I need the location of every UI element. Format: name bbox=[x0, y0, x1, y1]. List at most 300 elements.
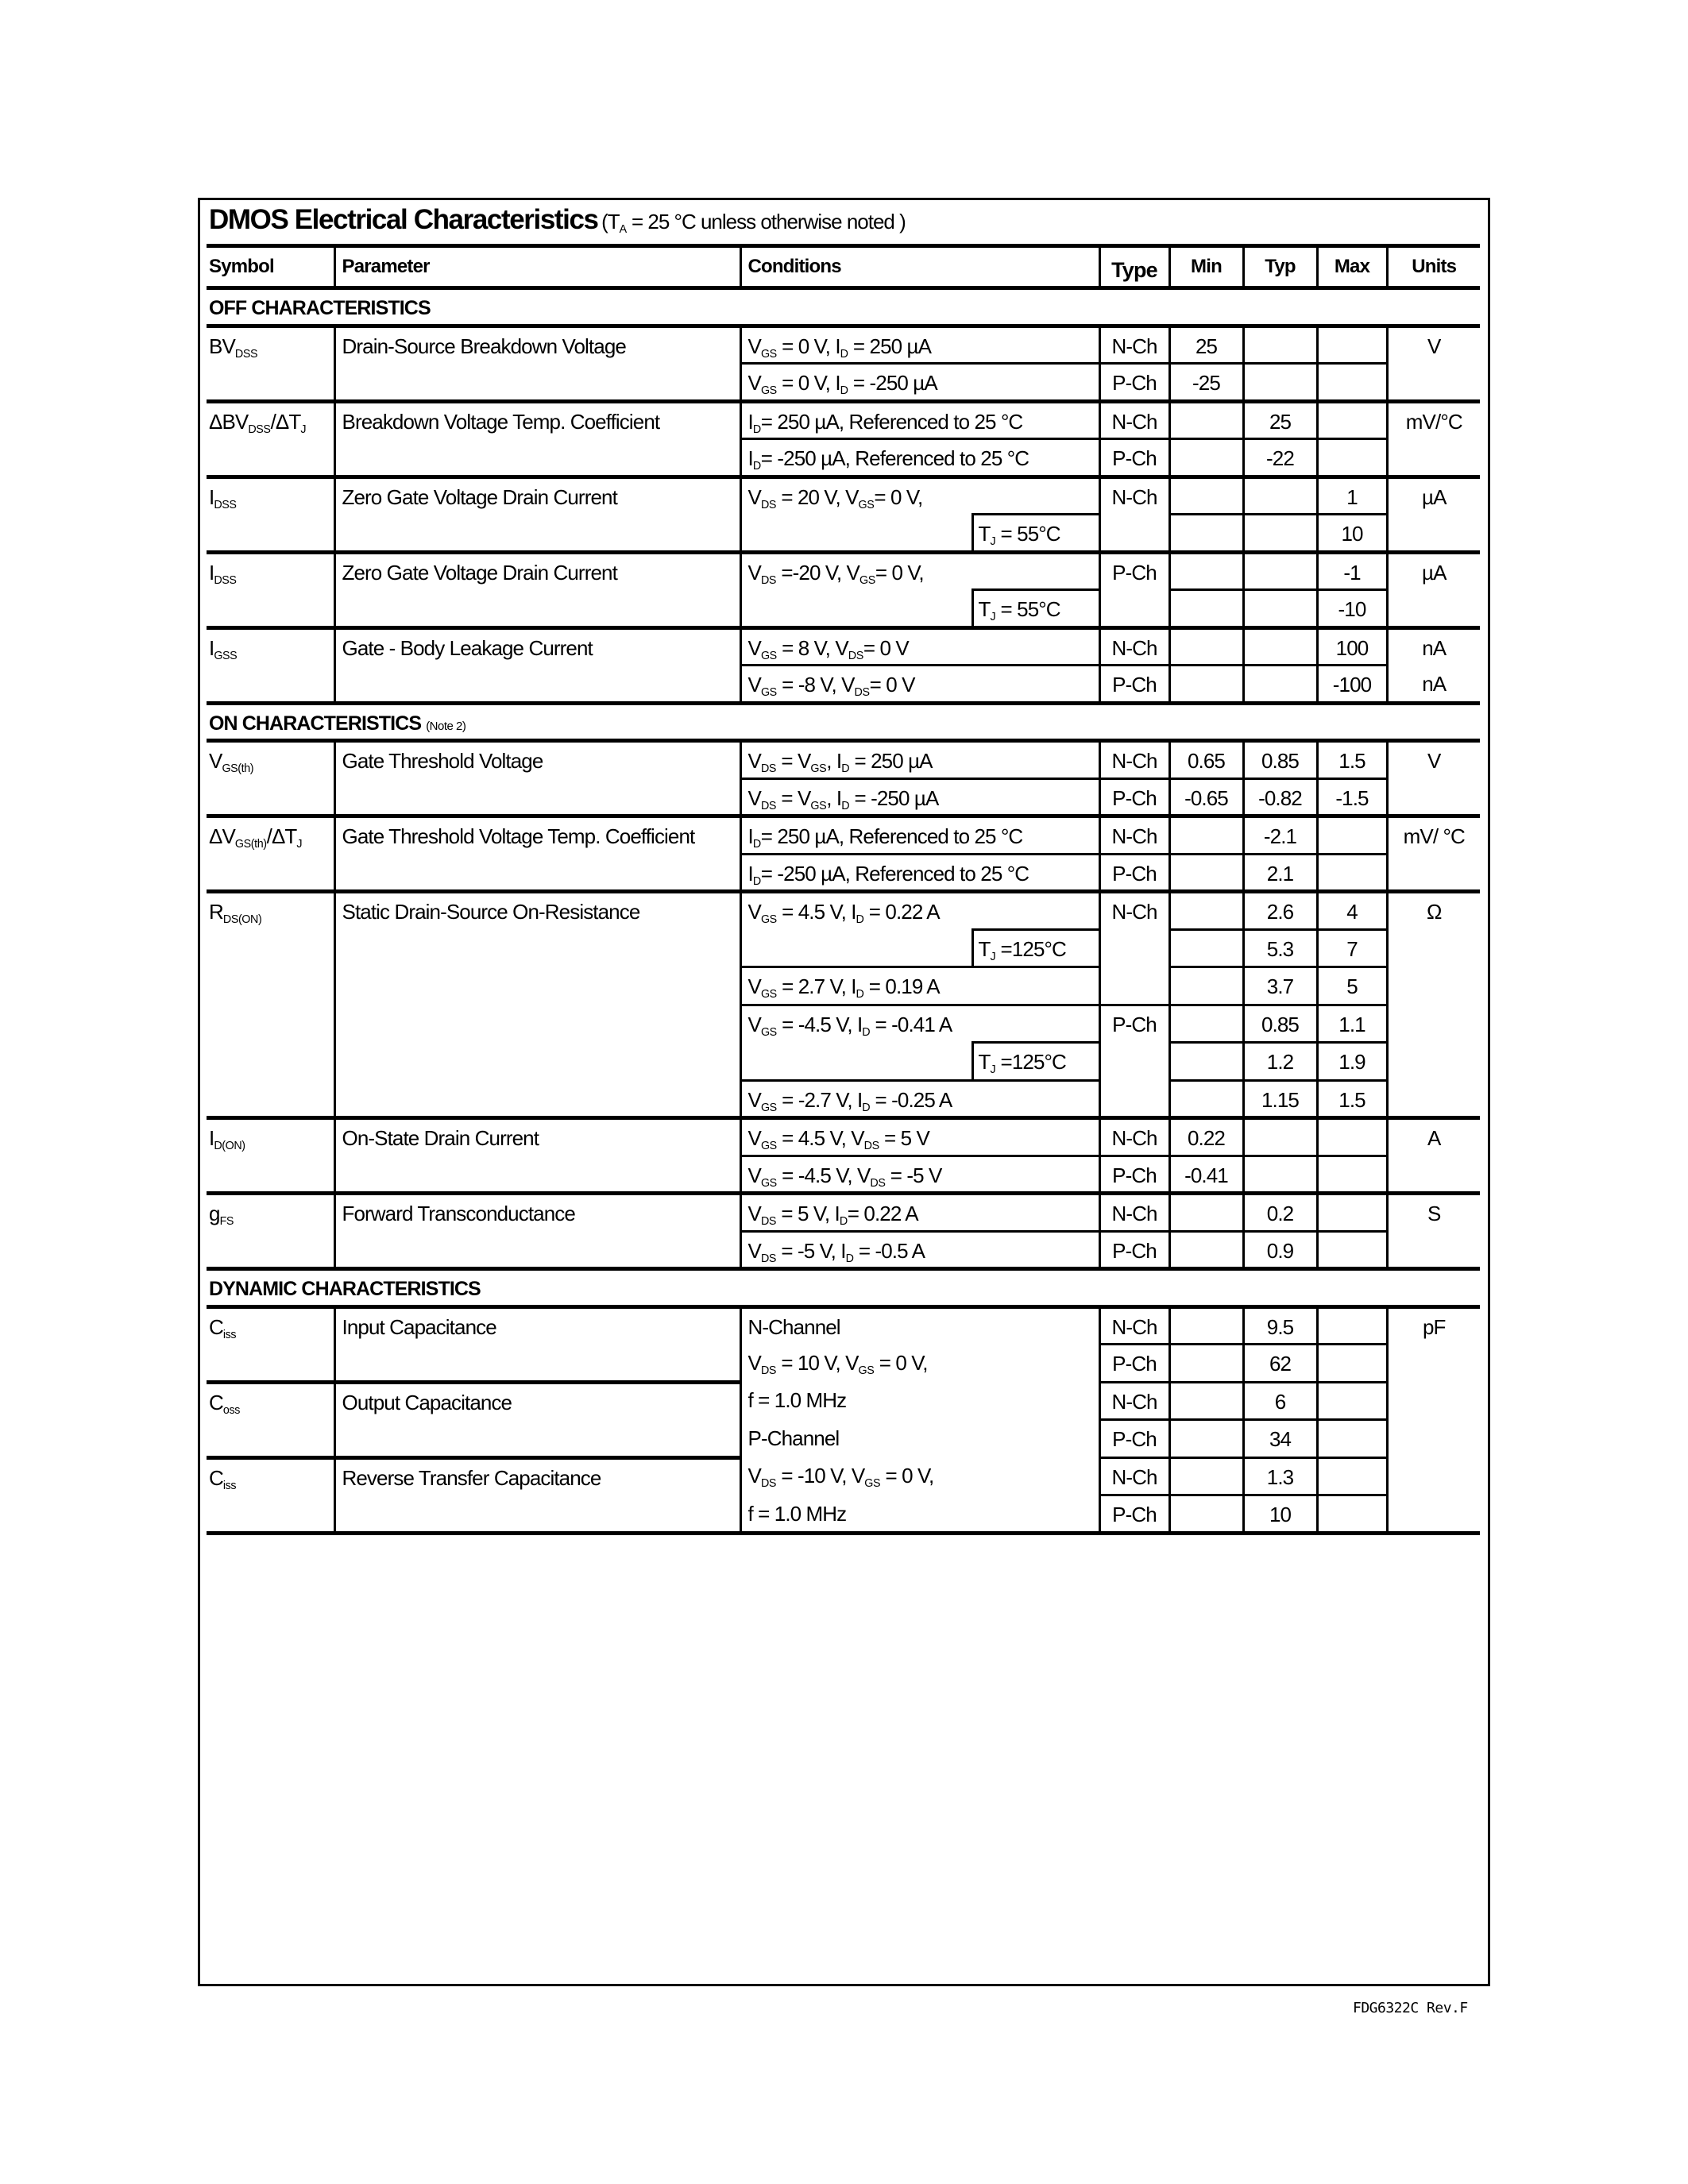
max bbox=[1317, 1231, 1387, 1269]
typ: 0.9 bbox=[1243, 1231, 1317, 1269]
text-segment: = 0 V, I bbox=[776, 334, 840, 358]
type: N-Ch bbox=[1099, 1457, 1169, 1495]
condition bbox=[740, 477, 1099, 515]
typ: 10 bbox=[1243, 1495, 1317, 1534]
condition-blank bbox=[740, 929, 972, 967]
table-row bbox=[207, 1382, 1480, 1420]
max bbox=[1317, 1194, 1387, 1232]
text-segment: V bbox=[747, 785, 761, 810]
units: S bbox=[1387, 1194, 1480, 1269]
max: 100 bbox=[1317, 627, 1387, 666]
type: N-Ch bbox=[1099, 477, 1169, 552]
text-segment: = -8 V, V bbox=[776, 673, 855, 696]
min: 0.65 bbox=[1169, 741, 1243, 779]
subscript: DS bbox=[760, 1477, 777, 1490]
text-segment: = 0 V, bbox=[874, 484, 923, 509]
min bbox=[1169, 666, 1243, 704]
header-type: Type bbox=[1099, 246, 1169, 288]
min bbox=[1169, 816, 1243, 855]
text-segment: , I bbox=[826, 785, 842, 810]
typ bbox=[1243, 590, 1317, 628]
text-segment: V bbox=[747, 1087, 761, 1112]
min bbox=[1169, 439, 1243, 477]
subscript: GS bbox=[858, 1364, 875, 1377]
junction-temp-condition bbox=[972, 515, 1099, 553]
parameter: On-State Drain Current bbox=[334, 1118, 740, 1194]
min bbox=[1169, 1495, 1243, 1534]
min bbox=[1169, 1080, 1243, 1118]
subscript: D bbox=[752, 874, 761, 888]
text-segment: = 0 V bbox=[869, 673, 915, 696]
min bbox=[1169, 892, 1243, 930]
text-segment: = -10 V, V bbox=[776, 1464, 865, 1488]
parameter: Static Drain-Source On-Resistance bbox=[334, 892, 740, 1118]
text-segment: V bbox=[747, 974, 761, 998]
typ: -2.1 bbox=[1243, 816, 1317, 855]
condition bbox=[740, 364, 1099, 402]
text-segment: V bbox=[747, 1202, 761, 1225]
typ: -0.82 bbox=[1243, 778, 1317, 816]
typ: 2.6 bbox=[1243, 892, 1317, 930]
junction-temp-condition bbox=[972, 1043, 1099, 1081]
junction-temp-condition bbox=[972, 590, 1099, 628]
type: N-Ch bbox=[1099, 741, 1169, 779]
subscript: J bbox=[990, 1063, 996, 1076]
max bbox=[1317, 1345, 1387, 1383]
text-segment: = -4.5 V, I bbox=[776, 1012, 863, 1036]
condition bbox=[740, 892, 1099, 930]
parameter: Gate Threshold Voltage Temp. Coefficient bbox=[334, 816, 740, 892]
typ: 2.1 bbox=[1243, 854, 1317, 892]
text-segment: = 8 V, V bbox=[776, 635, 848, 660]
type: N-Ch bbox=[1099, 1118, 1169, 1156]
units: A bbox=[1387, 1118, 1480, 1194]
subscript: J bbox=[990, 950, 996, 963]
min: -0.41 bbox=[1169, 1156, 1243, 1194]
type: P-Ch bbox=[1099, 439, 1169, 477]
condition: N-Channel bbox=[740, 1306, 1099, 1345]
text-segment: /ΔT bbox=[266, 824, 297, 848]
text-segment: = 0.22 A bbox=[863, 900, 940, 924]
parameter: Input Capacitance bbox=[334, 1306, 740, 1382]
text-segment: = -250 µA, Referenced to 25 °C bbox=[760, 861, 1029, 886]
text-segment: V bbox=[747, 334, 761, 358]
condition bbox=[740, 552, 1099, 590]
subscript: DS bbox=[854, 686, 870, 699]
condition: f = 1.0 MHz bbox=[740, 1495, 1099, 1534]
condition bbox=[740, 666, 1099, 704]
text-segment: = 5 V bbox=[879, 1126, 929, 1150]
type: P-Ch bbox=[1099, 666, 1169, 704]
text-segment: ΔV bbox=[209, 824, 235, 848]
text-segment: T bbox=[978, 1050, 991, 1074]
min bbox=[1169, 401, 1243, 439]
subscript: GS bbox=[760, 347, 777, 361]
condition bbox=[740, 627, 1099, 666]
text-segment: BV bbox=[209, 334, 235, 358]
text-segment: R bbox=[209, 900, 223, 924]
condition bbox=[740, 1457, 1099, 1495]
max: 10 bbox=[1317, 515, 1387, 553]
text-segment: = -0.41 A bbox=[870, 1012, 952, 1036]
text-segment: I bbox=[747, 824, 753, 848]
subscript: DSS bbox=[234, 347, 258, 361]
section-title-cell bbox=[207, 703, 1480, 741]
text-segment: = 0 V, bbox=[880, 1464, 934, 1488]
units: V bbox=[1387, 741, 1480, 816]
max: 1.1 bbox=[1317, 1005, 1387, 1043]
condition-blank bbox=[740, 515, 972, 553]
text-segment: V bbox=[747, 1163, 761, 1187]
typ: 6 bbox=[1243, 1382, 1317, 1420]
header-max: Max bbox=[1317, 246, 1387, 288]
max bbox=[1317, 1156, 1387, 1194]
subscript: GS bbox=[760, 988, 777, 1001]
text-segment: I bbox=[747, 861, 753, 886]
symbol bbox=[207, 816, 334, 892]
max: 1.5 bbox=[1317, 741, 1387, 779]
section-note: (Note 2) bbox=[426, 719, 466, 733]
subscript: GS bbox=[760, 913, 777, 926]
min bbox=[1169, 1005, 1243, 1043]
text-segment: C bbox=[209, 1465, 223, 1490]
table-row bbox=[207, 892, 1480, 930]
max bbox=[1317, 364, 1387, 402]
typ bbox=[1243, 627, 1317, 666]
text-segment: I bbox=[209, 635, 214, 660]
condition-blank bbox=[740, 1043, 972, 1081]
typ: 5.3 bbox=[1243, 929, 1317, 967]
min bbox=[1169, 1420, 1243, 1458]
units: V bbox=[1387, 326, 1480, 401]
text-segment: I bbox=[209, 484, 214, 509]
table-row bbox=[207, 1194, 1480, 1232]
text-segment: V bbox=[747, 1126, 761, 1150]
text-segment: = -250 µA bbox=[848, 371, 937, 395]
type: N-Ch bbox=[1099, 627, 1169, 666]
subscript: GS bbox=[760, 1140, 777, 1152]
min: -25 bbox=[1169, 364, 1243, 402]
typ bbox=[1243, 515, 1317, 553]
text-segment: = 0 V, bbox=[875, 560, 924, 585]
text-segment: = 55°C bbox=[995, 522, 1060, 546]
subscript: GSS bbox=[214, 649, 238, 662]
text-segment: C bbox=[209, 1314, 223, 1339]
parameter: Zero Gate Voltage Drain Current bbox=[334, 552, 740, 627]
condition bbox=[740, 1080, 1099, 1118]
units: µA bbox=[1387, 552, 1480, 627]
subscript: A bbox=[619, 223, 627, 236]
units: nA bbox=[1387, 627, 1480, 666]
text-segment: I bbox=[747, 446, 753, 470]
type: N-Ch bbox=[1099, 816, 1169, 855]
type: P-Ch bbox=[1099, 1420, 1169, 1458]
parameter: Breakdown Voltage Temp. Coefficient bbox=[334, 401, 740, 477]
symbol bbox=[207, 1457, 334, 1533]
min bbox=[1169, 1306, 1243, 1345]
text-segment: = 10 V, V bbox=[776, 1350, 859, 1375]
subscript: GS bbox=[760, 1176, 777, 1190]
subscript: D bbox=[845, 1252, 854, 1265]
condition: f = 1.0 MHz bbox=[740, 1382, 1099, 1420]
subscript: DS bbox=[760, 1252, 777, 1265]
subscript: D bbox=[856, 988, 864, 1001]
max bbox=[1317, 1457, 1387, 1495]
subscript: D bbox=[840, 384, 848, 397]
subscript: FS bbox=[219, 1215, 234, 1228]
text-segment: = 0.22 A bbox=[847, 1202, 918, 1225]
symbol bbox=[207, 552, 334, 627]
parameter: Forward Transconductance bbox=[334, 1194, 740, 1269]
subscript: GS bbox=[760, 1101, 777, 1114]
symbol bbox=[207, 627, 334, 703]
condition bbox=[740, 1345, 1099, 1383]
type: N-Ch bbox=[1099, 892, 1169, 1005]
table-row bbox=[207, 552, 1480, 590]
text-segment: I bbox=[209, 560, 214, 585]
text-segment: V bbox=[747, 1012, 761, 1036]
min bbox=[1169, 1043, 1243, 1081]
subscript: D bbox=[841, 799, 850, 812]
text-segment: T bbox=[978, 597, 991, 621]
text-segment: V bbox=[747, 1350, 761, 1375]
type: P-Ch bbox=[1099, 1005, 1169, 1118]
subscript: GS(th) bbox=[222, 762, 254, 775]
min bbox=[1169, 627, 1243, 666]
subscript: DS bbox=[870, 1176, 886, 1190]
subscript: D bbox=[752, 423, 761, 436]
symbol bbox=[207, 892, 334, 1118]
typ: -22 bbox=[1243, 439, 1317, 477]
subscript: iss bbox=[222, 1479, 237, 1492]
condition bbox=[740, 401, 1099, 439]
text-segment: V bbox=[747, 673, 761, 696]
min bbox=[1169, 477, 1243, 515]
text-segment: , I bbox=[826, 749, 842, 773]
units: mV/°C bbox=[1387, 401, 1480, 477]
max: -100 bbox=[1317, 666, 1387, 704]
symbol bbox=[207, 477, 334, 552]
max bbox=[1317, 439, 1387, 477]
max: 1.9 bbox=[1317, 1043, 1387, 1081]
min: -0.65 bbox=[1169, 778, 1243, 816]
subscript: D bbox=[752, 838, 761, 851]
type: P-Ch bbox=[1099, 1231, 1169, 1269]
condition bbox=[740, 1194, 1099, 1232]
max: -10 bbox=[1317, 590, 1387, 628]
units: mV/ °C bbox=[1387, 816, 1480, 892]
subscript: J bbox=[300, 423, 307, 436]
type: P-Ch bbox=[1099, 1495, 1169, 1534]
units: Ω bbox=[1387, 892, 1480, 1118]
title-note bbox=[601, 210, 906, 236]
text-segment: = 4.5 V, I bbox=[776, 900, 856, 924]
subscript: GS(th) bbox=[234, 838, 267, 851]
subscript: J bbox=[990, 611, 996, 623]
text-segment: /ΔT bbox=[270, 409, 301, 434]
typ: 0.85 bbox=[1243, 741, 1317, 779]
text-segment: = 55°C bbox=[995, 597, 1060, 621]
max: 1.5 bbox=[1317, 1080, 1387, 1118]
text-segment: (T bbox=[601, 210, 620, 233]
min bbox=[1169, 1231, 1243, 1269]
subscript: GS bbox=[760, 384, 777, 397]
type: P-Ch bbox=[1099, 1156, 1169, 1194]
section-title: OFF CHARACTERISTICS bbox=[207, 288, 1480, 326]
subscript: DSS bbox=[248, 423, 271, 436]
junction-temp-condition bbox=[972, 929, 1099, 967]
text-segment: = V bbox=[776, 785, 811, 810]
text-segment: V bbox=[747, 1238, 761, 1263]
subscript: DSS bbox=[214, 573, 237, 587]
text-segment: = -5 V bbox=[885, 1163, 942, 1187]
text-segment: V bbox=[747, 371, 761, 395]
typ bbox=[1243, 552, 1317, 590]
max: -1 bbox=[1317, 552, 1387, 590]
min: 25 bbox=[1169, 326, 1243, 364]
symbol bbox=[207, 1194, 334, 1269]
text-segment: =125°C bbox=[995, 936, 1066, 961]
typ bbox=[1243, 326, 1317, 364]
subscript: D bbox=[841, 762, 850, 775]
min: 0.22 bbox=[1169, 1118, 1243, 1156]
text-segment: = 20 V, V bbox=[776, 484, 859, 509]
subscript: DS bbox=[760, 799, 777, 812]
units: nA bbox=[1387, 666, 1480, 704]
subscript: GS bbox=[760, 686, 777, 699]
text-segment: = -250 µA bbox=[849, 785, 939, 810]
section-dynamic bbox=[207, 1269, 1480, 1307]
text-segment: = 25 °C unless otherwise noted ) bbox=[626, 210, 906, 233]
text-segment: = -2.7 V, I bbox=[776, 1087, 863, 1112]
header-typ: Typ bbox=[1243, 246, 1317, 288]
parameter: Gate Threshold Voltage bbox=[334, 741, 740, 816]
max bbox=[1317, 816, 1387, 855]
min bbox=[1169, 967, 1243, 1005]
type: P-Ch bbox=[1099, 778, 1169, 816]
symbol bbox=[207, 1382, 334, 1457]
typ bbox=[1243, 666, 1317, 704]
text-segment: = 0 V bbox=[863, 635, 909, 660]
text-segment: = -250 µA, Referenced to 25 °C bbox=[760, 446, 1029, 470]
text-segment: = 250 µA, Referenced to 25 °C bbox=[760, 824, 1023, 848]
text-segment: = 2.7 V, I bbox=[776, 974, 856, 998]
min bbox=[1169, 515, 1243, 553]
min bbox=[1169, 1194, 1243, 1232]
text-segment: = 0 V, bbox=[874, 1350, 928, 1375]
type: N-Ch bbox=[1099, 326, 1169, 364]
max bbox=[1317, 1382, 1387, 1420]
condition: P-Channel bbox=[740, 1420, 1099, 1458]
max bbox=[1317, 1420, 1387, 1458]
typ: 1.2 bbox=[1243, 1043, 1317, 1081]
condition bbox=[740, 816, 1099, 855]
symbol bbox=[207, 741, 334, 816]
condition bbox=[740, 1156, 1099, 1194]
text-segment: = 5 V, I bbox=[776, 1202, 840, 1225]
header-units: Units bbox=[1387, 246, 1480, 288]
text-segment: = 250 µA bbox=[848, 334, 932, 358]
subscript: DS bbox=[760, 1215, 777, 1228]
max: 7 bbox=[1317, 929, 1387, 967]
subscript: GS bbox=[810, 799, 827, 812]
text-segment: =-20 V, V bbox=[776, 560, 859, 585]
text-segment: = V bbox=[776, 749, 811, 773]
text-segment: = -5 V, I bbox=[776, 1238, 846, 1263]
title-main: DMOS Electrical Characteristics bbox=[209, 204, 598, 235]
typ: 1.15 bbox=[1243, 1080, 1317, 1118]
type: N-Ch bbox=[1099, 1194, 1169, 1232]
subscript: DS bbox=[760, 498, 777, 511]
type: P-Ch bbox=[1099, 364, 1169, 402]
text-segment: = 250 µA, Referenced to 25 °C bbox=[760, 409, 1023, 434]
condition-blank bbox=[740, 590, 972, 628]
max bbox=[1317, 1495, 1387, 1534]
type: N-Ch bbox=[1099, 401, 1169, 439]
text-segment: = -4.5 V, V bbox=[776, 1163, 871, 1187]
min bbox=[1169, 854, 1243, 892]
text-segment: = 0.19 A bbox=[863, 974, 940, 998]
subscript: GS bbox=[858, 498, 875, 511]
min bbox=[1169, 1345, 1243, 1383]
typ: 0.85 bbox=[1243, 1005, 1317, 1043]
subscript: D bbox=[862, 1101, 871, 1114]
section-title: ON CHARACTERISTICS bbox=[209, 712, 422, 735]
header-parameter: Parameter bbox=[334, 246, 740, 288]
section-off bbox=[207, 288, 1480, 326]
typ: 9.5 bbox=[1243, 1306, 1317, 1345]
condition bbox=[740, 1118, 1099, 1156]
typ: 3.7 bbox=[1243, 967, 1317, 1005]
section-title: DYNAMIC CHARACTERISTICS bbox=[207, 1269, 1480, 1307]
text-segment: T bbox=[978, 936, 991, 961]
parameter: Gate - Body Leakage Current bbox=[334, 627, 740, 703]
subscript: GS bbox=[760, 1025, 777, 1039]
min bbox=[1169, 590, 1243, 628]
text-segment: V bbox=[747, 635, 761, 660]
subscript: GS bbox=[864, 1477, 881, 1490]
subscript: GS bbox=[859, 573, 875, 587]
text-segment: = -0.25 A bbox=[870, 1087, 952, 1112]
min bbox=[1169, 1382, 1243, 1420]
units: pF bbox=[1387, 1306, 1480, 1533]
type: P-Ch bbox=[1099, 552, 1169, 627]
max: 4 bbox=[1317, 892, 1387, 930]
type: P-Ch bbox=[1099, 854, 1169, 892]
max: 1 bbox=[1317, 477, 1387, 515]
subscript: DS bbox=[760, 762, 777, 775]
parameter: Reverse Transfer Capacitance bbox=[334, 1457, 740, 1533]
table-row bbox=[207, 326, 1480, 364]
table-title bbox=[209, 204, 906, 236]
subscript: D bbox=[752, 460, 761, 473]
condition bbox=[740, 1231, 1099, 1269]
max bbox=[1317, 401, 1387, 439]
condition bbox=[740, 741, 1099, 779]
parameter: Drain-Source Breakdown Voltage bbox=[334, 326, 740, 401]
subscript: J bbox=[296, 838, 303, 851]
max: -1.5 bbox=[1317, 778, 1387, 816]
subscript: DS bbox=[848, 649, 863, 662]
document-revision: FDG6322C Rev.F bbox=[1353, 2000, 1468, 2016]
table-row bbox=[207, 816, 1480, 855]
condition bbox=[740, 854, 1099, 892]
table-row bbox=[207, 741, 1480, 779]
condition bbox=[740, 1005, 1099, 1043]
text-segment: V bbox=[747, 900, 761, 924]
parameter: Zero Gate Voltage Drain Current bbox=[334, 477, 740, 552]
min bbox=[1169, 552, 1243, 590]
